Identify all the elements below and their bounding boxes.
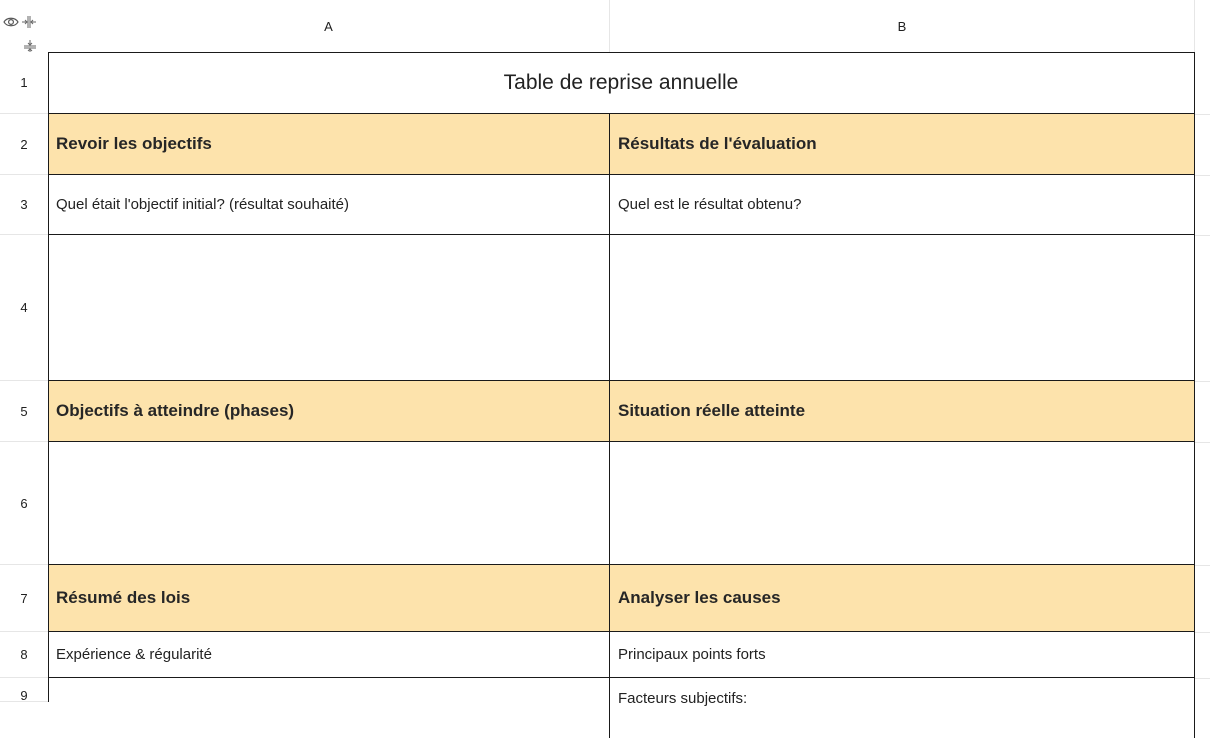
gridline (1195, 381, 1210, 443)
cell-b8[interactable]: Principaux points forts (610, 632, 1195, 678)
cell-a9[interactable] (48, 678, 610, 738)
row-header-5[interactable]: 5 (0, 381, 48, 442)
cell-b2[interactable]: Résultats de l'évaluation (610, 114, 1195, 175)
gridline (1195, 442, 1210, 566)
cell-b7[interactable]: Analyser les causes (610, 565, 1195, 632)
overflow-column (1195, 0, 1210, 702)
cell-a3[interactable]: Quel était l'objectif initial? (résultat souhaité) (48, 175, 610, 235)
column-header-a[interactable]: A (48, 0, 610, 52)
gridline (1195, 632, 1210, 679)
cell-b6[interactable] (610, 442, 1195, 565)
cell-a4[interactable] (48, 235, 610, 381)
row-header-3[interactable]: 3 (0, 175, 48, 235)
cell-b5[interactable]: Situation réelle atteinte (610, 381, 1195, 442)
row-header-4[interactable]: 4 (0, 235, 48, 381)
row-header-7[interactable]: 7 (0, 565, 48, 632)
collapse-columns-icon[interactable] (21, 15, 37, 29)
corner-controls (0, 0, 48, 52)
gridline (1195, 565, 1210, 633)
row-header-9[interactable]: 9 (0, 678, 48, 702)
cell-b4[interactable] (610, 235, 1195, 381)
gridline (1195, 114, 1210, 176)
row-header-6[interactable]: 6 (0, 442, 48, 565)
cell-b3[interactable]: Quel est le résultat obtenu? (610, 175, 1195, 235)
cell-b9[interactable]: Facteurs subjectifs: (610, 678, 1195, 738)
cell-a7[interactable]: Résumé des lois (48, 565, 610, 632)
row-header-2[interactable]: 2 (0, 114, 48, 175)
eye-icon[interactable] (3, 14, 19, 30)
cell-a5[interactable]: Objectifs à atteindre (phases) (48, 381, 610, 442)
gridline (1195, 52, 1210, 115)
cell-a2[interactable]: Revoir les objectifs (48, 114, 610, 175)
column-header-b[interactable]: B (610, 0, 1195, 52)
cell-a8[interactable]: Expérience & régularité (48, 632, 610, 678)
gridline (1195, 235, 1210, 382)
cell-a6[interactable] (48, 442, 610, 565)
row-header-1[interactable]: 1 (0, 52, 48, 114)
row-header-8[interactable]: 8 (0, 632, 48, 678)
gridline (1195, 175, 1210, 236)
cell-a1-title[interactable]: Table de reprise annuelle (48, 52, 1195, 114)
